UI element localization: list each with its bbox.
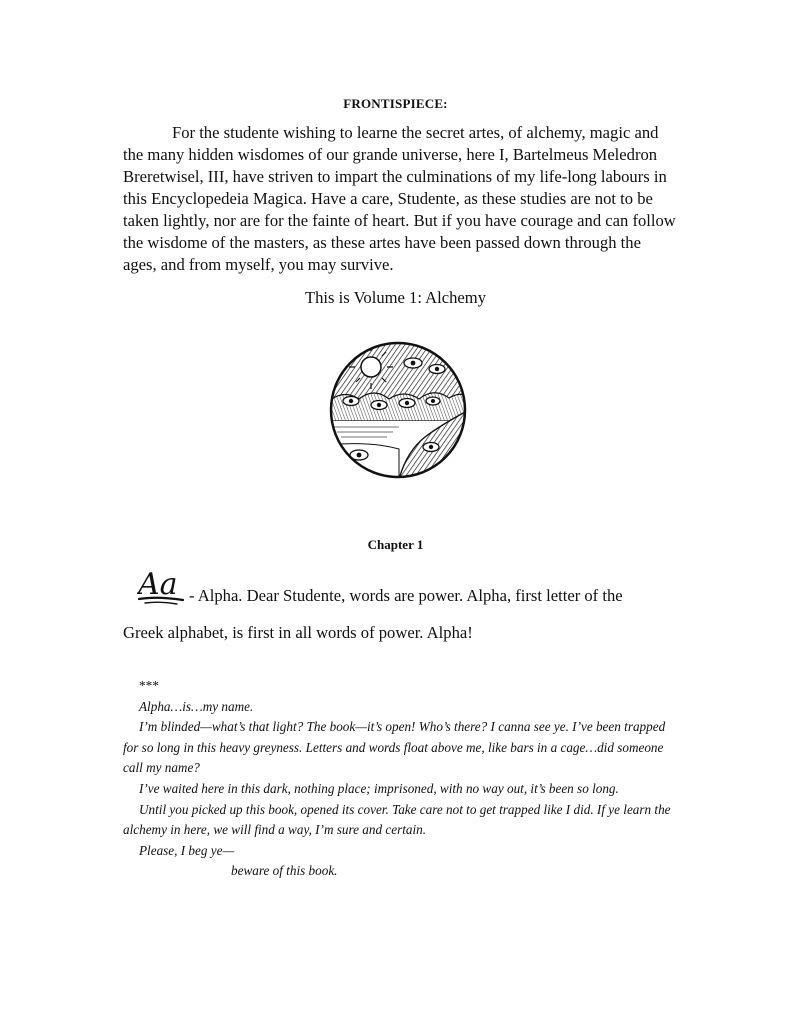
alchemical-eyes-emblem-icon <box>329 341 467 479</box>
alpha-entry-line-1: - Alpha. Dear Studente, words are power. Alpha, first letter of the <box>189 586 623 605</box>
journal-paragraph: I’ve waited here in this dark, nothing place; imprisoned, with no way out, it’s been so long. <box>139 780 619 796</box>
frontispiece-intro: For the studente wishing to learne the secret artes, of alchemy, magic and the many hidden wisdomes of our grande universe, here I, Bartelmeus Meledron Breretwisel, III, have striven to impart the culminations of my life-long labours in this Encyclopedeia Magica. Have a care, Studente, as these studies are not to be taken lightly, nor are for the fainte of heart. But if you have courage and can follow the wisdome of the masters, as these artes have been passed down through the ages, and from myself, you may survive. <box>123 123 676 274</box>
drop-cap-flourish-lower <box>145 602 177 604</box>
journal-paragraph: I’m blinded—what’s that light? The book—it’s open! Who’s there? I canna see ye. I’ve been trapped for so long in this heavy greyness. Letters and words float above me, like bars in a cage…did someone call my name? <box>123 719 666 776</box>
journal-paragraph: Please, I beg ye— <box>139 842 235 858</box>
frontispiece-heading: FRONTISPIECE: <box>343 96 448 111</box>
alpha-entry-line-2: Greek alphabet, is first in all words of power. Alpha! <box>123 623 473 642</box>
journal-paragraph: Alpha…is…my name. <box>139 698 254 714</box>
drop-cap-letters: Aa <box>138 569 178 602</box>
section-separator: *** <box>139 678 159 693</box>
journal-closing: beware of this book. <box>231 863 338 879</box>
chapter-title: Chapter 1 <box>367 537 424 552</box>
volume-title: This is Volume 1: Alchemy <box>305 288 486 307</box>
journal-passage <box>123 676 683 882</box>
drop-cap <box>137 569 187 607</box>
journal-paragraph: Until you picked up this book, opened its cover. Take care not to get trapped like I did. If ye learn the alchemy in here, we will find a way, I’m sure and certain. <box>123 801 671 838</box>
